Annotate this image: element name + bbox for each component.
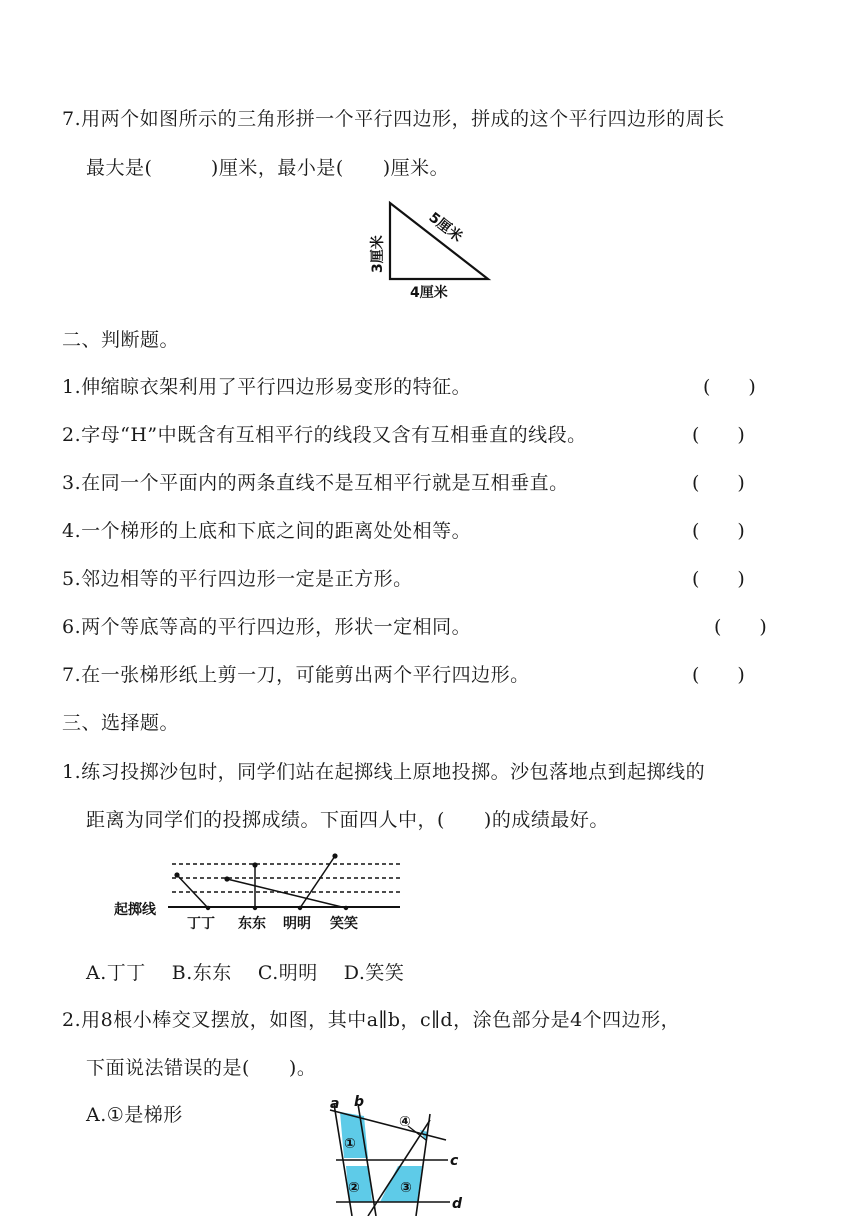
stick-label-a: a bbox=[330, 1096, 340, 1112]
stick-label-c: c bbox=[450, 1153, 459, 1169]
sticks-figure bbox=[322, 1090, 472, 1216]
landing-point-mingming bbox=[332, 853, 337, 858]
judge-item-1: 1.伸缩晾衣架利用了平行四边形易变形的特征。 bbox=[62, 376, 472, 398]
region-label-1: ① bbox=[344, 1136, 356, 1152]
judge-item-7: 7.在一张梯形纸上剪一刀，可能剪出两个平行四边形。 bbox=[62, 664, 530, 686]
section-3-title: 三、选择题。 bbox=[62, 712, 180, 734]
name-mingming: 明明 bbox=[283, 916, 311, 932]
right-triangle-figure bbox=[360, 195, 500, 305]
name-dingding: 丁丁 bbox=[187, 916, 215, 932]
region-label-4: ④ bbox=[399, 1114, 411, 1130]
throw-figure bbox=[110, 848, 410, 938]
q7-line-1: 7.用两个如图所示的三角形拼一个平行四边形，拼成的这个平行四边形的周长 bbox=[62, 108, 725, 130]
judge-item-5-paren[interactable]: ( ) bbox=[692, 568, 745, 590]
landing-point-xiaoxiao bbox=[224, 876, 229, 881]
triangle-label-left: 3厘米 bbox=[370, 235, 386, 273]
landing-point-dingding bbox=[174, 872, 179, 877]
judge-item-4-paren[interactable]: ( ) bbox=[692, 520, 745, 542]
start-point-xiaoxiao bbox=[344, 906, 348, 910]
judge-item-5: 5.邻边相等的平行四边形一定是正方形。 bbox=[62, 568, 413, 590]
stick-label-b: b bbox=[354, 1094, 365, 1110]
judge-item-4: 4.一个梯形的上底和下底之间的距离处处相等。 bbox=[62, 520, 472, 542]
judge-item-6: 6.两个等底等高的平行四边形，形状一定相同。 bbox=[62, 616, 472, 638]
choice-q2-line-2: 下面说法错误的是( )。 bbox=[86, 1057, 317, 1079]
choice-q1-options[interactable]: A.丁丁 B.东东 C.明明 D.笑笑 bbox=[86, 962, 405, 984]
name-xiaoxiao: 笑笑 bbox=[330, 916, 358, 932]
judge-item-3: 3.在同一个平面内的两条直线不是互相平行就是互相垂直。 bbox=[62, 472, 569, 494]
judge-item-7-paren[interactable]: ( ) bbox=[692, 664, 745, 686]
judge-item-6-paren[interactable]: ( ) bbox=[714, 616, 767, 638]
stick-diag-2 bbox=[416, 1114, 430, 1216]
start-line-label: 起掷线 bbox=[114, 902, 156, 918]
q7-line-2: 最大是( )厘米，最小是( )厘米。 bbox=[86, 157, 450, 179]
choice-q2-line-1: 2.用8根小棒交叉摆放，如图，其中a∥b，c∥d，涂色部分是4个四边形， bbox=[62, 1009, 681, 1031]
name-dongdong: 东东 bbox=[238, 916, 266, 932]
stick-label-d: d bbox=[452, 1196, 463, 1212]
judge-item-2-paren[interactable]: ( ) bbox=[692, 424, 745, 446]
landing-point-dongdong bbox=[252, 862, 257, 867]
choice-q2-option-a[interactable]: A.①是梯形 bbox=[86, 1104, 183, 1126]
triangle-label-bottom: 4厘米 bbox=[410, 285, 448, 301]
section-2-title: 二、判断题。 bbox=[62, 329, 180, 351]
triangle-label-hyp: 5厘米 bbox=[425, 209, 466, 246]
start-point-dongdong bbox=[253, 906, 257, 910]
choice-q1-line-2: 距离为同学们的投掷成绩。下面四人中，( )的成绩最好。 bbox=[86, 809, 609, 831]
throw-path-xiaoxiao bbox=[227, 879, 346, 908]
judge-item-3-paren[interactable]: ( ) bbox=[692, 472, 745, 494]
region-label-2: ② bbox=[348, 1180, 360, 1196]
choice-q1-line-1: 1.练习投掷沙包时，同学们站在起掷线上原地投掷。沙包落地点到起掷线的 bbox=[62, 761, 706, 783]
start-point-mingming bbox=[298, 906, 302, 910]
region-label-3: ③ bbox=[400, 1180, 412, 1196]
start-point-dingding bbox=[206, 906, 210, 910]
judge-item-1-paren[interactable]: ( ) bbox=[703, 376, 756, 398]
judge-item-2: 2.字母“H”中既含有互相平行的线段又含有互相垂直的线段。 bbox=[62, 424, 587, 446]
